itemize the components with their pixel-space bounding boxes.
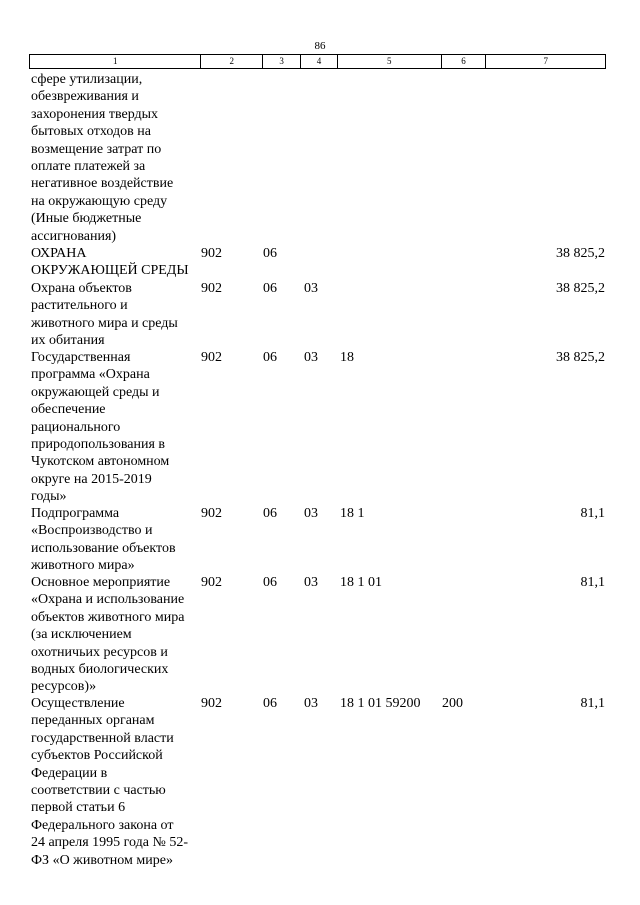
row-ved: 902	[201, 281, 222, 296]
row-description: Основное мероприятие «Охрана и использование объектов животного мира (за исключением охотничьих ресурсов и водных биологических ресурсов)»	[31, 575, 185, 695]
row-target-article: 18	[340, 350, 354, 365]
row-target-article: 18 1 01	[340, 575, 382, 590]
table-header-row	[29, 54, 606, 69]
column-header-1: 1	[30, 55, 201, 68]
row-description: ОХРАНА ОКРУЖАЮЩЕЙ СРЕДЫ	[31, 246, 189, 279]
row-ved: 902	[201, 506, 222, 521]
row-description: Осуществление переданных органам государственной власти субъектов Российской Федерации в соответствии с частью первой статьи 6 Федерального закона от 24 апреля 1995 года № 52- ФЗ «О животном мире»	[31, 696, 189, 868]
row-sum: 81,1	[580, 696, 605, 711]
row-ved: 902	[201, 575, 222, 590]
row-section: 06	[263, 281, 277, 296]
row-target-article: 18 1 01 59200	[340, 696, 421, 711]
column-header-4: 4	[301, 55, 338, 68]
row-expense-type: 200	[442, 696, 463, 711]
row-section: 06	[263, 506, 277, 521]
page-number: 86	[314, 40, 326, 52]
row-section: 06	[263, 246, 277, 261]
row-ved: 902	[201, 246, 222, 261]
row-subsection: 03	[304, 575, 318, 590]
row-sum: 38 825,2	[556, 246, 605, 261]
column-header-7: 7	[543, 56, 548, 66]
row-subsection: 03	[304, 696, 318, 711]
row-subsection: 03	[304, 506, 318, 521]
column-header-5: 5	[338, 55, 442, 68]
row-sum: 81,1	[580, 575, 605, 590]
row-section: 06	[263, 575, 277, 590]
row-sum: 81,1	[580, 506, 605, 521]
row-sum: 38 825,2	[556, 350, 605, 365]
row-section: 06	[263, 350, 277, 365]
row-target-article: 18 1	[340, 506, 365, 521]
column-header-3: 3	[263, 55, 301, 68]
row-description: Государственная программа «Охрана окружающей среды и обеспечение рационального природопользования в Чукотском автономном округе на 2015-2019 годы»	[31, 350, 170, 505]
row-subsection: 03	[304, 350, 318, 365]
row-description: Охрана объектов растительного и животного мира и среды их обитания	[31, 281, 178, 349]
row-subsection: 03	[304, 281, 318, 296]
row-description: Подпрограмма «Воспроизводство и использование объектов животного мира»	[31, 506, 176, 574]
column-header-2: 2	[201, 55, 263, 68]
row-description: сфере утилизации, обезвреживания и захоронения твердых бытовых отходов на возмещение затрат по оплате платежей за негативное воздействие на окружающую среду (Иные бюджетные ассигнования)	[31, 72, 174, 244]
column-header-6: 6	[442, 55, 487, 68]
row-ved: 902	[201, 350, 222, 365]
row-ved: 902	[201, 696, 222, 711]
row-section: 06	[263, 696, 277, 711]
row-sum: 38 825,2	[556, 281, 605, 296]
